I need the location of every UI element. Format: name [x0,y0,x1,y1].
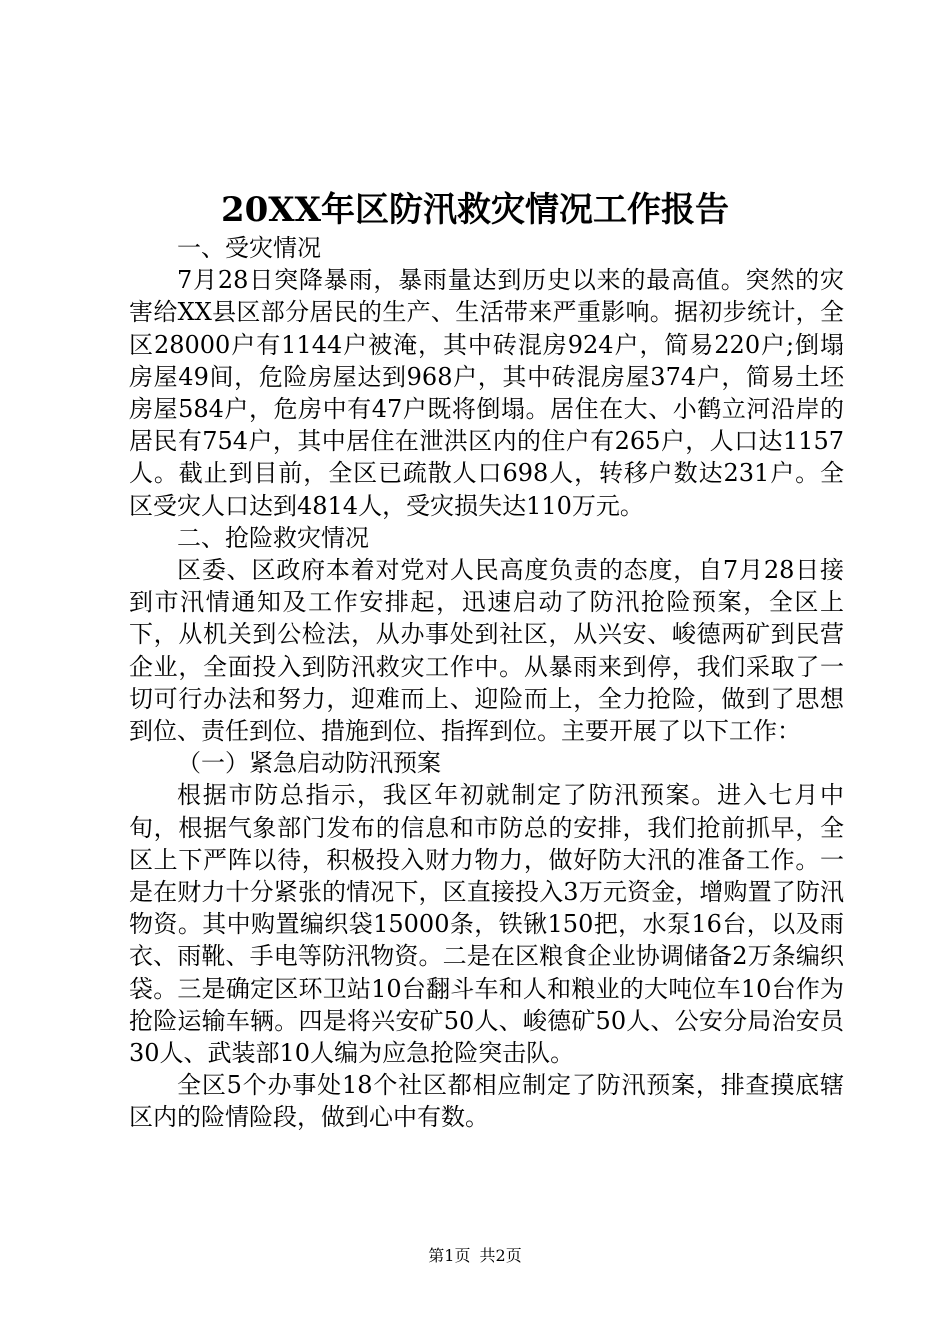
paragraph-damage-details: 7月28日突降暴雨，暴雨量达到历史以来的最高值。突然的灾害给XX县区部分居民的生产、生活带来严重影响。据初步统计，全区28000户有1144户被淹，其中砖混房924户，简易220户;倒塌房屋49间，危险房屋达到968户，其中砖混房屋374户，简易土坯房屋584户，危房中有47户既将倒塌。居住在大、小鹤立河沿岸的居民有754户，其中居住在泄洪区内的住户有265户，人口达1157人。截止到目前，全区已疏散人口698人，转移户数达231户。全区受灾人口达到4814人，受灾损失达110万元。 [129,266,844,520]
page-total: 共2页 [479,1246,522,1265]
paragraph-plan-details: 根据市防总指示，我区年初就制定了防汛预案。进入七月中旬，根据气象部门发布的信息和市防总的安排，我们抢前抓早，全区上下严阵以待，积极投入财力物力，做好防大汛的准备工作。一是在财力十分紧张的情况下，区直接投入3万元资金，增购置了防汛物资。其中购置编织袋15000条，铁锹150把，水泵16台，以及雨衣、雨靴、手电等防汛物资。二是在区粮食企业协调储备2万条编织袋。三是确定区环卫站10台翻斗车和人和粮业的大吨位车10台作为抢险运输车辆。四是将兴安矿50人、峻德矿50人、公安分局治安员30人、武装部10人编为应急抢险突击队。 [129,781,844,1068]
page-footer [0,1246,950,1266]
section-heading-damage: 一、受灾情况 [177,234,321,262]
document-title: 20XX年区防汛救灾情况工作报告 [220,190,730,230]
section-heading-rescue: 二、抢险救灾情况 [177,523,369,552]
paragraph-community-plans: 全区5个办事处18个社区都相应制定了防汛预案，排查摸底辖区内的险情险段，做到心中有数。 [129,1071,844,1132]
paragraph-rescue-overview: 区委、区政府本着对党对人民高度负责的态度，自7月28日接到市汛情通知及工作安排起，迅速启动了防汛抢险预案，全区上下，从机关到公检法，从办事处到社区，从兴安、峻德两矿到民营企业，全面投入到防汛救灾工作中。从暴雨来到停，我们采取了一切可行办法和努力，迎难而上、迎险而上，全力抢险，做到了思想到位、责任到位、措施到位、指挥到位。主要开展了以下工作： [129,556,844,746]
subsection-heading-plan: （一）紧急启动防汛预案 [177,749,441,778]
page-number: 第1页 [428,1246,471,1265]
document-body [129,232,844,1134]
